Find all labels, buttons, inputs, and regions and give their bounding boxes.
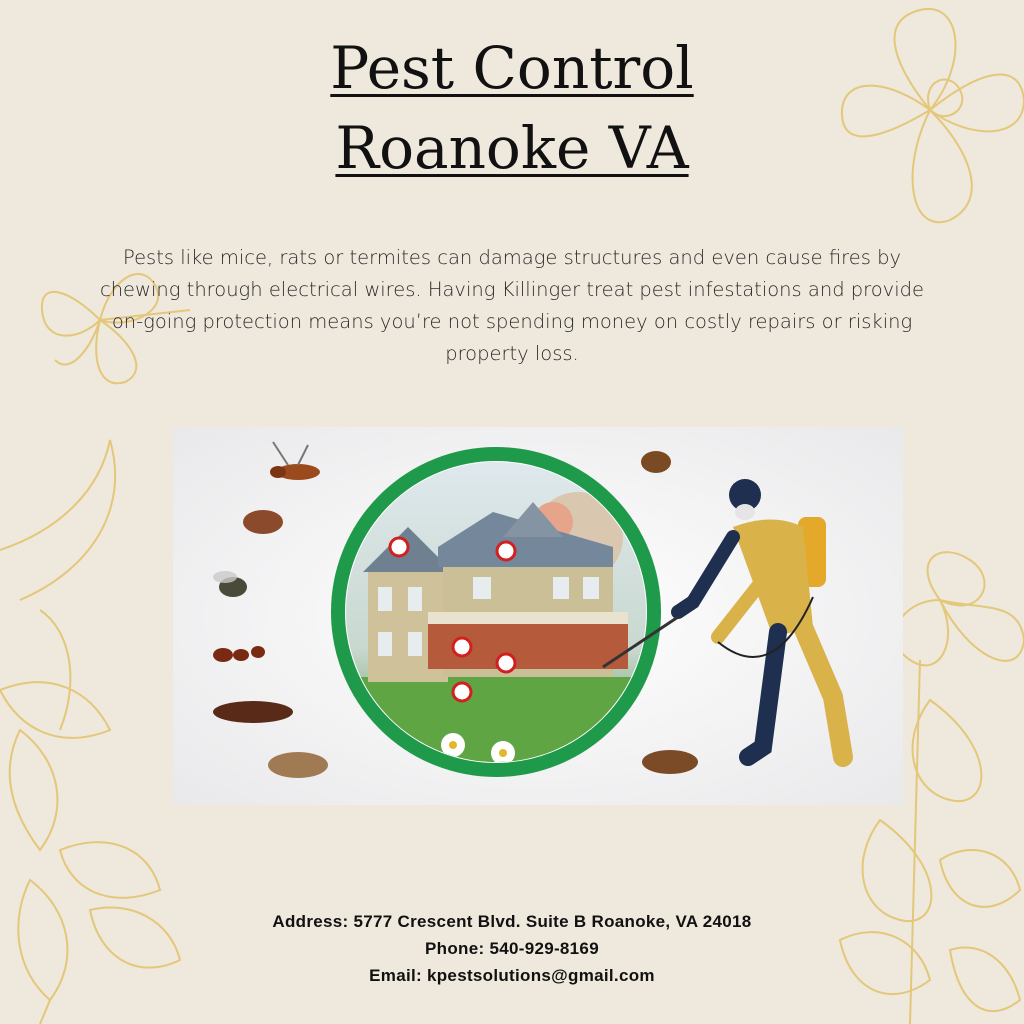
illustration-scene [173, 427, 903, 805]
pest-control-illustration [173, 427, 903, 805]
title-line-2: Roanoke VA [335, 114, 689, 182]
contact-address: Address: 5777 Crescent Blvd. Suite B Roanoke, VA 24018 [272, 912, 752, 931]
moth-icon [268, 752, 328, 778]
title-line-1: Pest Control [330, 34, 694, 102]
contact-info [0, 908, 1024, 989]
tick-icon [641, 451, 671, 473]
page-title [0, 28, 1024, 188]
contact-phone: Phone: 540-929-8169 [425, 939, 599, 958]
bedbug-icon [243, 510, 283, 534]
cockroach-icon [213, 701, 293, 723]
contact-email: Email: kpestsolutions@gmail.com [369, 966, 655, 985]
description-paragraph: Pests like mice, rats or termites can damage structures and even cause fires by chewing through electrical wires. Having Killinger treat pest infestations and provide on-going protection means you’re not spending money on costly repairs or risking property loss. [99, 246, 925, 365]
bedbug-icon-right [642, 750, 698, 774]
